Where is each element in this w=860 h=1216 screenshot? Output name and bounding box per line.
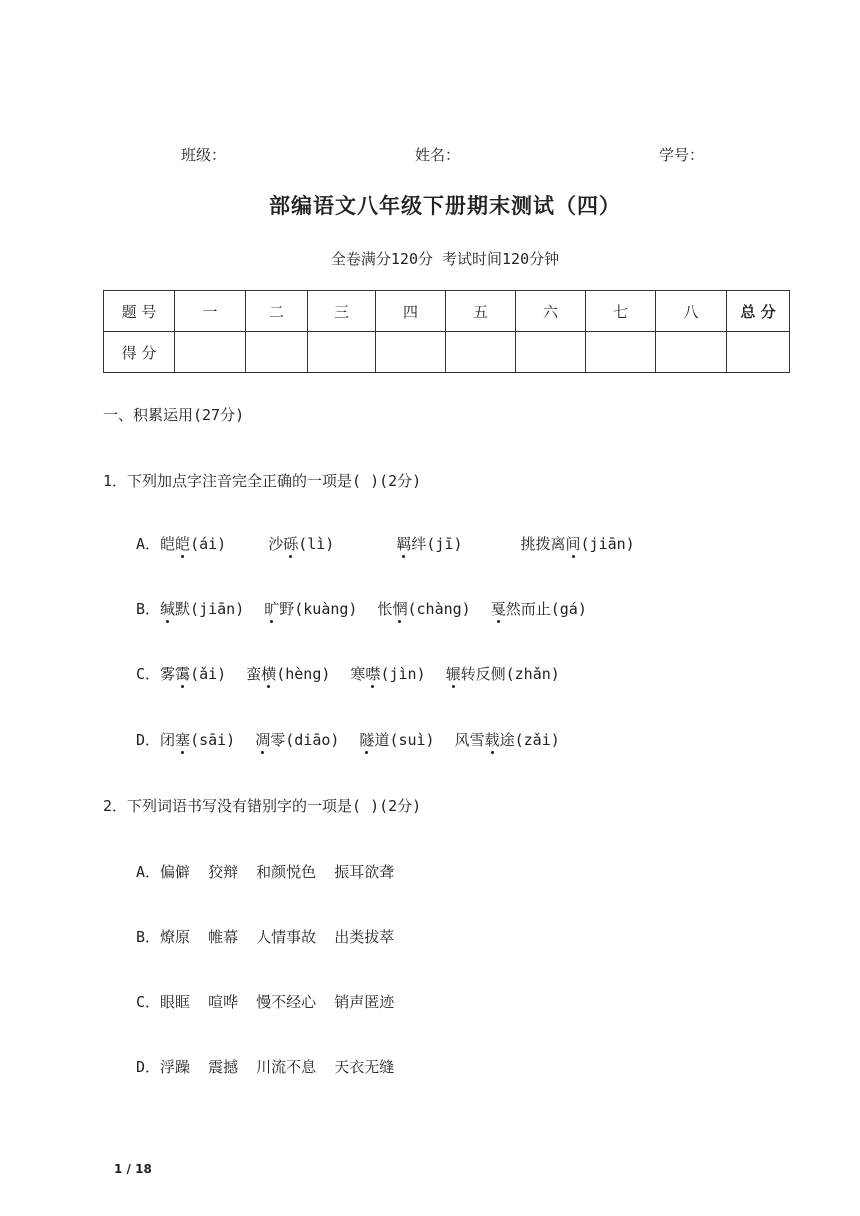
name-label: 姓名：: [415, 146, 461, 164]
option-item: 羁绊(jī): [396, 535, 463, 553]
score-input-cell[interactable]: [516, 332, 586, 373]
table-cell: 四: [376, 291, 446, 332]
option-item: 旷野(kuàng): [264, 600, 358, 618]
option-text: 浮躁 震撼 川流不息 天衣无缝: [160, 1058, 395, 1076]
table-cell: 五: [446, 291, 516, 332]
score-table: [103, 290, 790, 373]
table-cell: 六: [516, 291, 586, 332]
table-cell: 八: [656, 291, 727, 332]
table-cell: 一: [175, 291, 246, 332]
emphasis-dot-char: 皑: [175, 535, 191, 553]
option-letter: A．: [136, 863, 161, 881]
table-cell: 得 分: [104, 332, 175, 373]
option-item: 蛮横(hèng): [246, 665, 331, 683]
option-letter: A．: [136, 535, 161, 553]
class-label: 班级：: [181, 146, 227, 164]
emphasis-dot-char: 缄: [160, 600, 176, 618]
option-letter: D．: [136, 1058, 161, 1076]
q2-option-d: [136, 1056, 394, 1077]
exam-info: 全卷满分120分 考试时间120分钟: [330, 250, 560, 268]
emphasis-dot-char: 戛: [490, 600, 506, 618]
score-input-cell[interactable]: [656, 332, 727, 373]
option-letter: D．: [136, 731, 161, 749]
q2-option-c: [136, 991, 394, 1012]
score-input-cell[interactable]: [727, 332, 790, 373]
emphasis-dot-char: 辗: [445, 665, 461, 683]
table-cell: 七: [586, 291, 656, 332]
option-item: 雾霭(ǎi): [160, 665, 227, 683]
page-title: 部编语文八年级下册期末测试（四）: [269, 194, 621, 218]
table-cell: 二: [246, 291, 308, 332]
q1-option-a: [136, 533, 655, 554]
emphasis-dot-char: 霭: [175, 665, 191, 683]
option-letter: B．: [136, 600, 161, 618]
emphasis-dot-char: 砾: [283, 535, 299, 553]
table-cell: 三: [308, 291, 376, 332]
score-input-cell[interactable]: [446, 332, 516, 373]
option-item: 沙砾(lì): [268, 535, 335, 553]
score-input-cell[interactable]: [586, 332, 656, 373]
option-item: 挑拨离间(jiān): [520, 535, 635, 553]
option-item: 缄默(jiān): [160, 600, 245, 618]
q2-option-a: [136, 861, 394, 882]
option-item: 凋零(diāo): [255, 731, 340, 749]
q1-option-b: [136, 598, 607, 619]
score-table-header-row: [104, 291, 790, 332]
emphasis-dot-char: 载: [484, 731, 500, 749]
score-input-cell[interactable]: [308, 332, 376, 373]
score-table-score-row: [104, 332, 790, 373]
emphasis-dot-char: 隧: [359, 731, 375, 749]
q1-option-c: [136, 663, 580, 684]
emphasis-dot-char: 间: [565, 535, 581, 553]
question-1-stem: 1．下列加点字注音完全正确的一项是( )(2分): [103, 472, 422, 490]
option-text: 眼眶 喧哗 慢不经心 销声匿迹: [160, 993, 395, 1011]
q2-option-b: [136, 926, 394, 947]
section-heading: 一、积累运用(27分): [103, 406, 245, 424]
emphasis-dot-char: 噤: [365, 665, 381, 683]
emphasis-dot-char: 惘: [392, 600, 408, 618]
option-item: 风雪载途(zǎi): [454, 731, 560, 749]
page-number: 1 / 18: [114, 1162, 152, 1176]
question-2-stem: 2．下列词语书写没有错别字的一项是( )(2分): [103, 797, 422, 815]
q1-option-d: [136, 729, 580, 750]
score-input-cell[interactable]: [175, 332, 246, 373]
emphasis-dot-char: 横: [261, 665, 277, 683]
option-letter: B．: [136, 928, 161, 946]
option-item: 寒噤(jìn): [350, 665, 426, 683]
option-letter: C．: [136, 993, 161, 1011]
student-number-label: 学号：: [659, 146, 705, 164]
option-item: 戛然而止(gá): [490, 600, 587, 618]
option-item: 皑皑(ái): [160, 535, 227, 553]
option-letter: C．: [136, 665, 161, 683]
option-text: 燎原 帷幕 人情事故 出类拔萃: [160, 928, 395, 946]
option-item: 辗转反侧(zhǎn): [445, 665, 560, 683]
option-item: 闭塞(sāi): [160, 731, 236, 749]
score-input-cell[interactable]: [376, 332, 446, 373]
emphasis-dot-char: 旷: [264, 600, 280, 618]
emphasis-dot-char: 凋: [255, 731, 271, 749]
score-input-cell[interactable]: [246, 332, 308, 373]
emphasis-dot-char: 羁: [396, 535, 412, 553]
option-item: 怅惘(chàng): [377, 600, 471, 618]
table-cell: 题 号: [104, 291, 175, 332]
option-item: 隧道(suì): [359, 731, 435, 749]
option-text: 偏僻 狡辩 和颜悦色 振耳欲聋: [160, 863, 395, 881]
table-cell: 总 分: [727, 291, 790, 332]
emphasis-dot-char: 塞: [175, 731, 191, 749]
